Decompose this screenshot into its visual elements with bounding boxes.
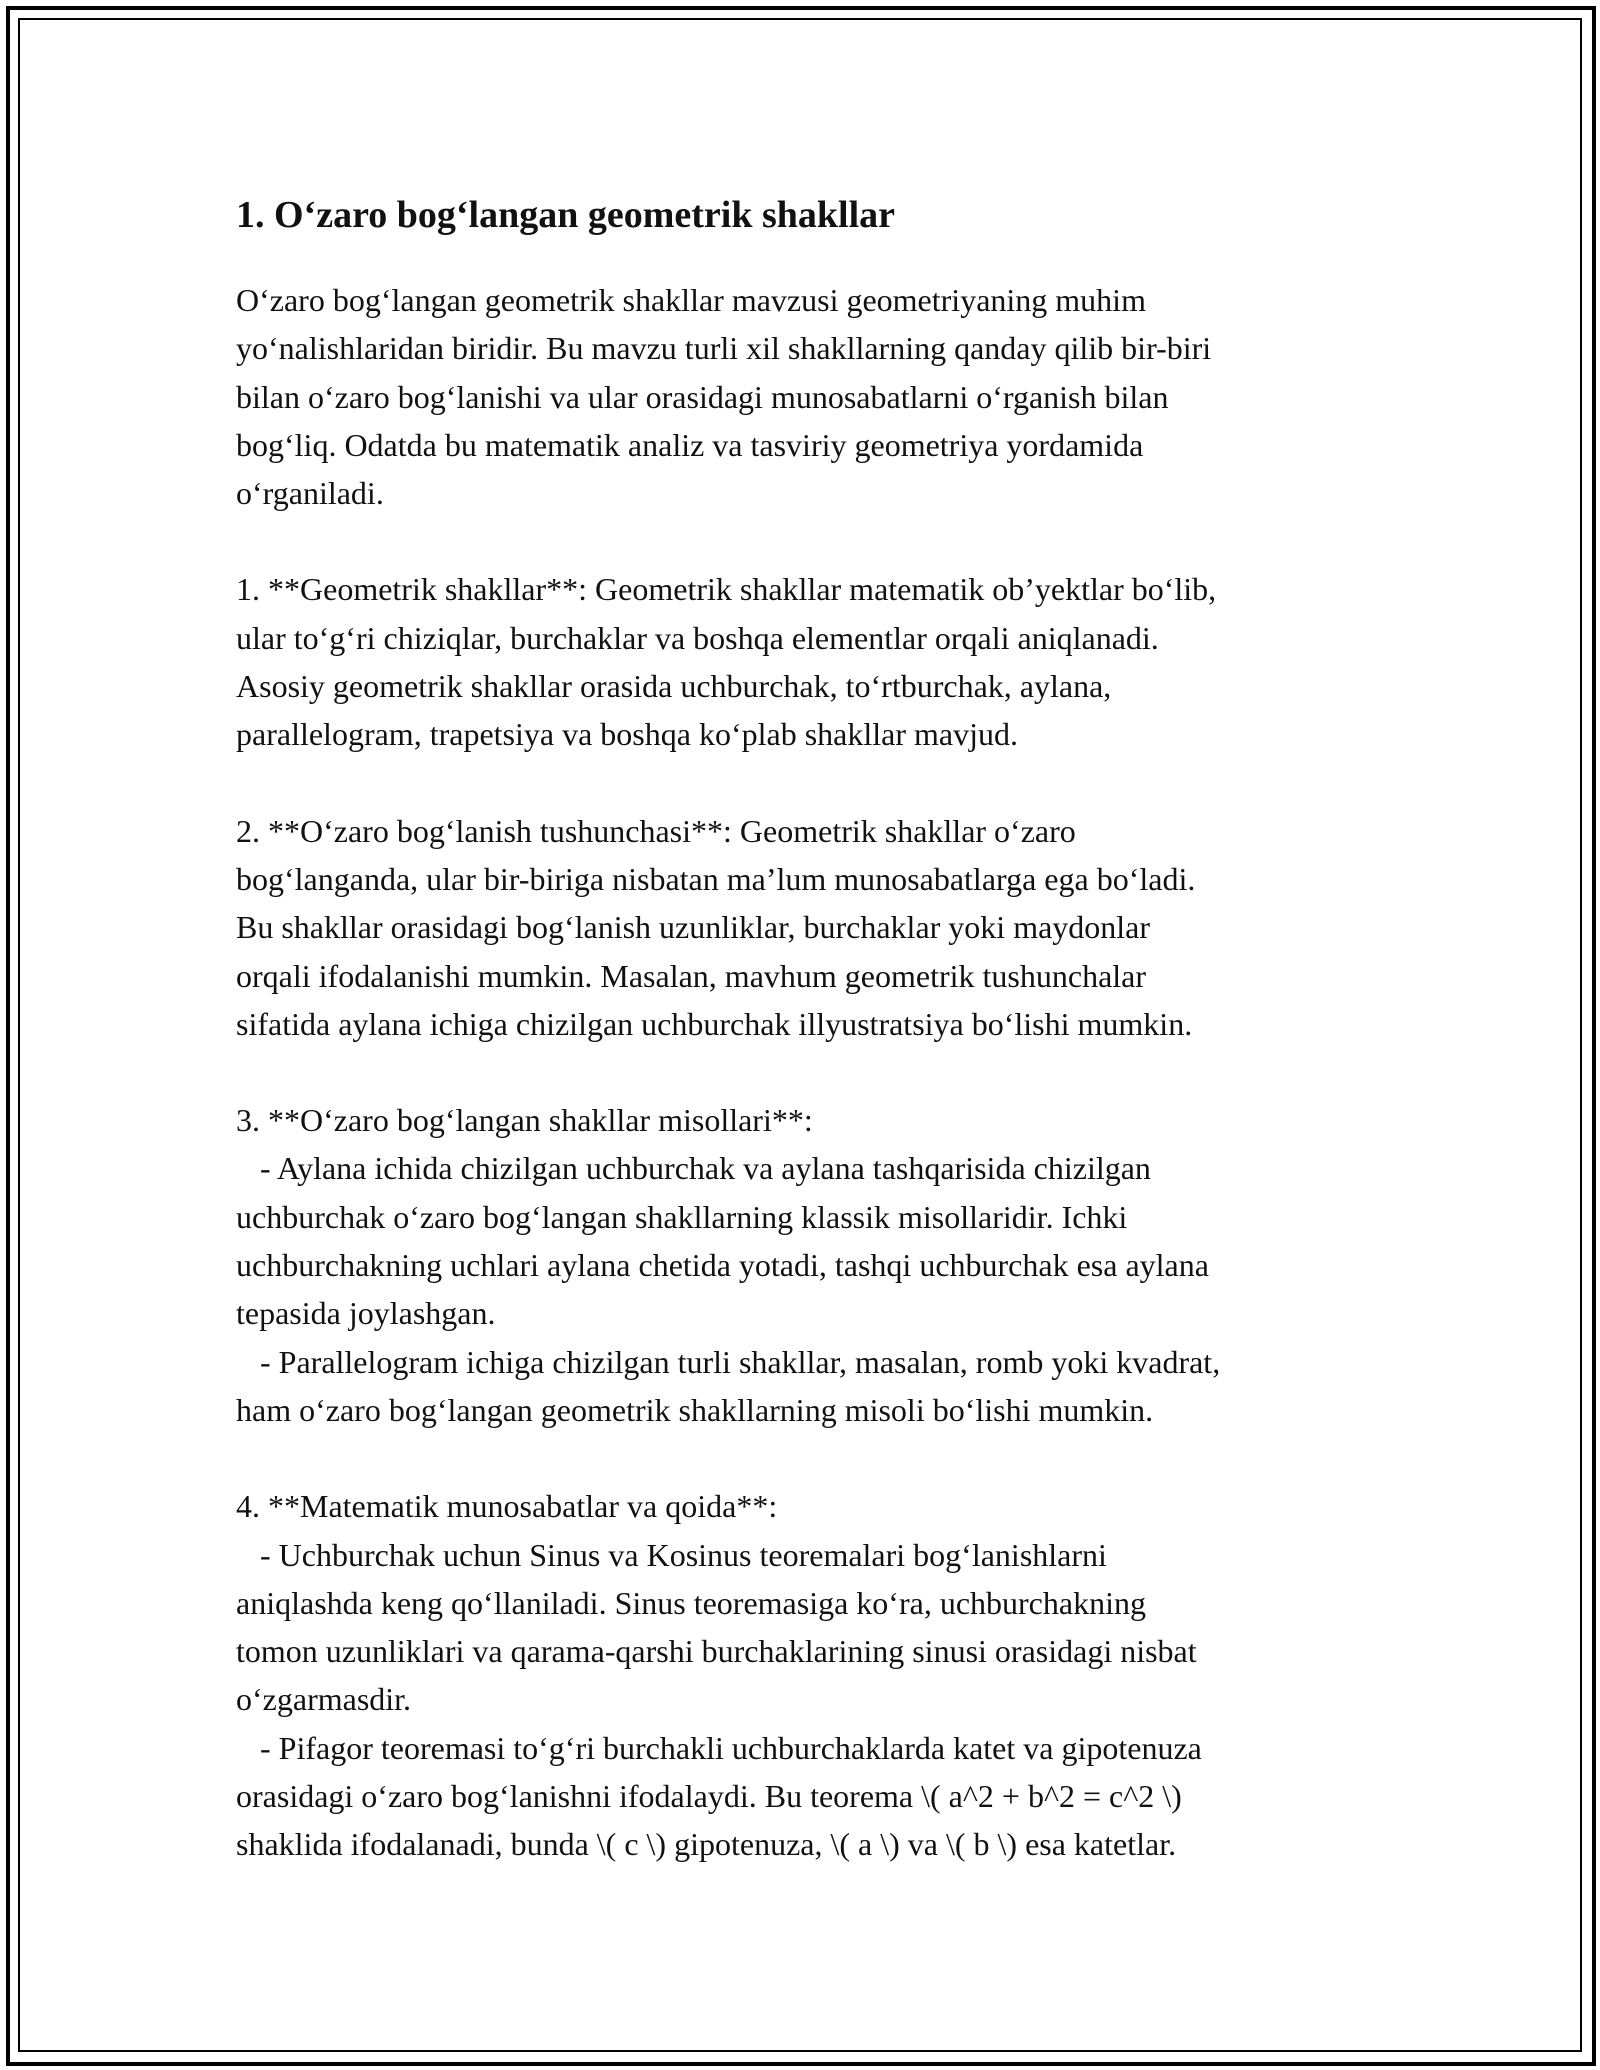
list-item-examples: 3. **O‘zaro bog‘langan shakllar misollari**: - Aylana ichida chizilgan uchburchak va aylana tashqarisida chizilgan uchburchak o‘zaro bog‘langan shakllarning klassik misollaridir. Ichki uchburchakning uchlari aylana chetida yotadi, tashqi uchburchak esa aylana tepasida joylashgan. - Parallelogram ichiga chizilgan turli shakllar, masalan, romb yoki kvadrat, ham o‘zaro bog‘langan geometrik shakllarning misoli bo‘lishi mumkin. <box>236 1102 1221 1428</box>
document-body <box>236 188 1386 1869</box>
intro-paragraph: O‘zaro bog‘langan geometrik shakllar mavzusi geometriyaning muhim yo‘nalishlaridan biridir. Bu mavzu turli xil shakllarning qanday qilib bir-biri bilan o‘zaro bog‘lanishi va ular orasidagi munosabatlarni o‘rganish bilan bog‘liq. Odatda bu matematik analiz va tasviriy geometriya yordamida o‘rganiladi. <box>236 282 1212 512</box>
paragraph-spacer <box>236 517 1386 565</box>
paragraph-spacer <box>236 759 1386 807</box>
paragraph-spacer <box>236 1048 1386 1096</box>
list-item-math-relations: 4. **Matematik munosabatlar va qoida**: - Uchburchak uchun Sinus va Kosinus teoremalari bog‘lanishlarni aniqlashda keng qo‘llaniladi. Sinus teoremasiga ko‘ra, uchburchakning tomon uzunliklari va qarama-qarshi burchaklarining sinusi orasidagi nisbat o‘zgarmasdir. - Pifagor teoremasi to‘g‘ri burchakli uchburchaklarda katet va gipotenuza orasidagi o‘zaro bog‘lanishni ifodalaydi. Bu teorema \( a^2 + b^2 = c^2 \) shaklida ifodalanadi, bunda \( c \) gipotenuza, \( a \) va \( b \) esa katetlar. <box>236 1488 1202 1863</box>
list-item-geometric-shapes: 1. **Geometrik shakllar**: Geometrik shakllar matematik ob’yektlar bo‘lib, ular to‘g‘ri chiziqlar, burchaklar va boshqa elementlar orqali aniqlanadi. Asosiy geometrik shakllar orasida uchburchak, to‘rtburchak, aylana, parallelogram, trapetsiya va boshqa ko‘plab shakllar mavjud. <box>236 571 1217 753</box>
list-item-interconnection-concept: 2. **O‘zaro bog‘lanish tushunchasi**: Geometrik shakllar o‘zaro bog‘langanda, ular bir-biriga nisbatan ma’lum munosabatlarga ega bo‘ladi. Bu shakllar orasidagi bog‘lanish uzunliklar, burchaklar yoki maydonlar orqali ifodalanishi mumkin. Masalan, mavhum geometrik tushunchalar sifatida aylana ichiga chizilgan uchburchak illyustratsiya bo‘lishi mumkin. <box>236 812 1196 1042</box>
paragraph-spacer <box>236 1434 1386 1482</box>
section-heading: 1. O‘zaro bog‘langan geometrik shakllar <box>236 194 896 236</box>
